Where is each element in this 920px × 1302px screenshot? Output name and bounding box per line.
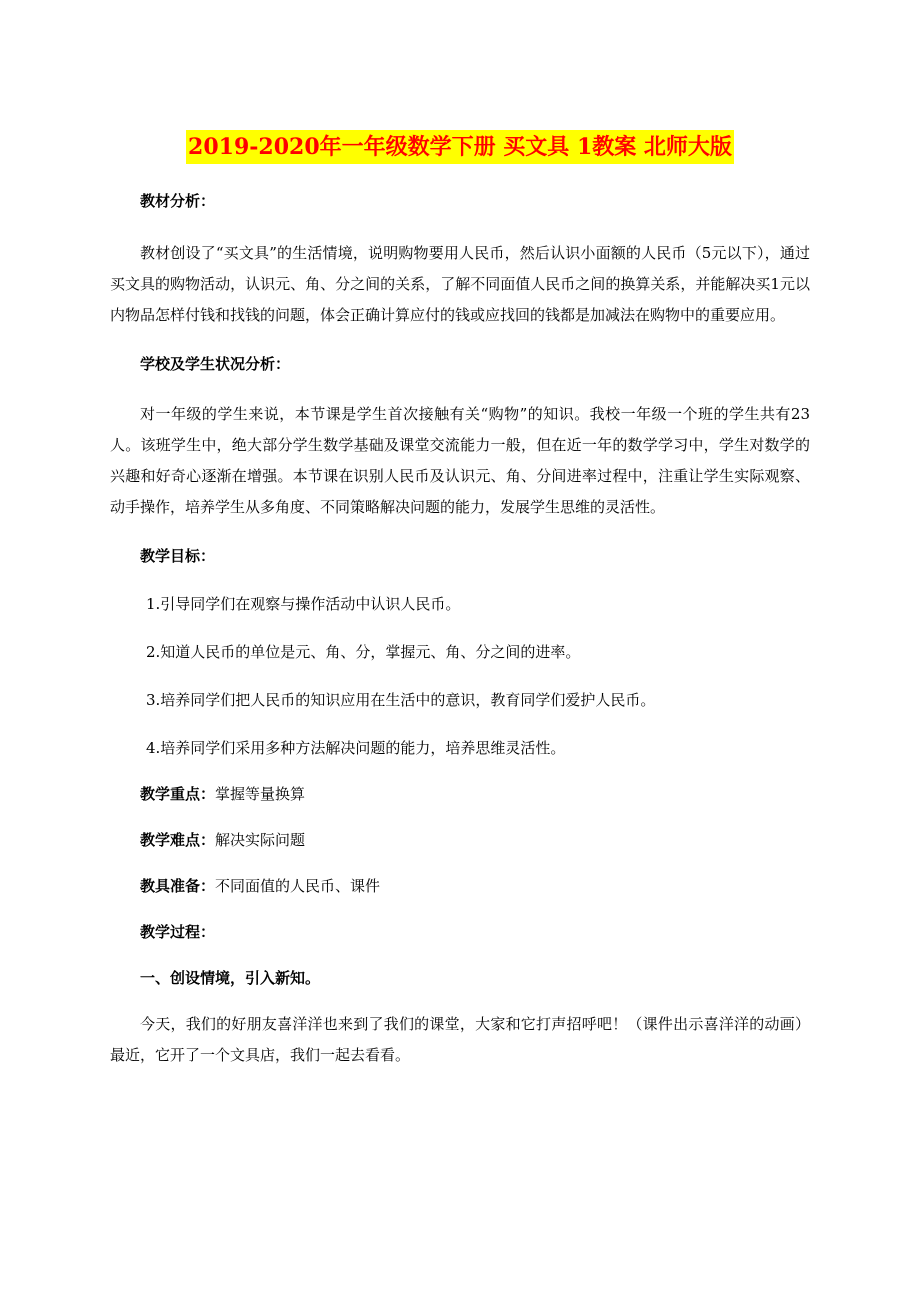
materials-label: 教具准备： [140,877,216,895]
objective-item: 1.引导同学们在观察与操作活动中认识人民币。 [146,595,461,613]
objectives-heading: 教学目标： [140,547,216,565]
step-one-heading: 一、创设情境，引入新知。 [140,969,321,987]
material-analysis-text: 教材创设了“买文具”的生活情境，说明购物要用人民币，然后认识小面额的人民币（5元以下），通过买文具的购物活动，认识元、角、分之间的关系，了解不同面值人民币之间的换算关系，并能解决买1元以内物品怎样付钱和找钱的问题，体会正确计算应付的钱或应找回的钱都是加减法在购物中的重要应用。 [110,244,810,324]
process-heading: 教学过程： [140,923,216,941]
materials-line [110,873,810,899]
materials-value: 不同面值的人民币、课件 [215,877,381,895]
title-container [0,130,920,164]
difficulty-line [110,827,810,853]
difficulty-label: 教学难点： [140,831,216,849]
student-analysis-heading: 学校及学生状况分析： [140,355,291,373]
key-point-label: 教学重点： [140,785,216,803]
key-point-value: 掌握等量换算 [215,785,306,803]
material-analysis-heading: 教材分析： [140,192,216,210]
student-analysis-text: 对一年级的学生来说，本节课是学生首次接触有关“购物”的知识。我校一年级一个班的学生共有23人。该班学生中，绝大部分学生数学基础及课堂交流能力一般，但在近一年的数学学习中，学生对数学的兴趣和好奇心逐渐在增强。本节课在识别人民币及认识元、角、分间进率过程中，注重让学生实际观察、动手操作，培养学生从多角度、不同策略解决问题的能力，发展学生思维的灵活性。 [110,405,810,516]
objective-item: 4.培养同学们采用多种方法解决问题的能力，培养思维灵活性。 [146,739,566,757]
document-body [110,186,810,1071]
document-title: 2019-2020年一年级数学下册 买文具 1教案 北师大版 [186,130,734,164]
objective-item: 3.培养同学们把人民币的知识应用在生活中的意识，教育同学们爱护人民币。 [146,691,656,709]
objective-item: 2.知道人民币的单位是元、角、分，掌握元、角、分之间的进率。 [146,643,581,661]
difficulty-value: 解决实际问题 [215,831,306,849]
key-point-line [110,781,810,807]
step-one-text: 今天，我们的好朋友喜洋洋也来到了我们的课堂，大家和它打声招呼吧！（课件出示喜洋洋的动画）最近，它开了一个文具店，我们一起去看看。 [110,1015,810,1064]
